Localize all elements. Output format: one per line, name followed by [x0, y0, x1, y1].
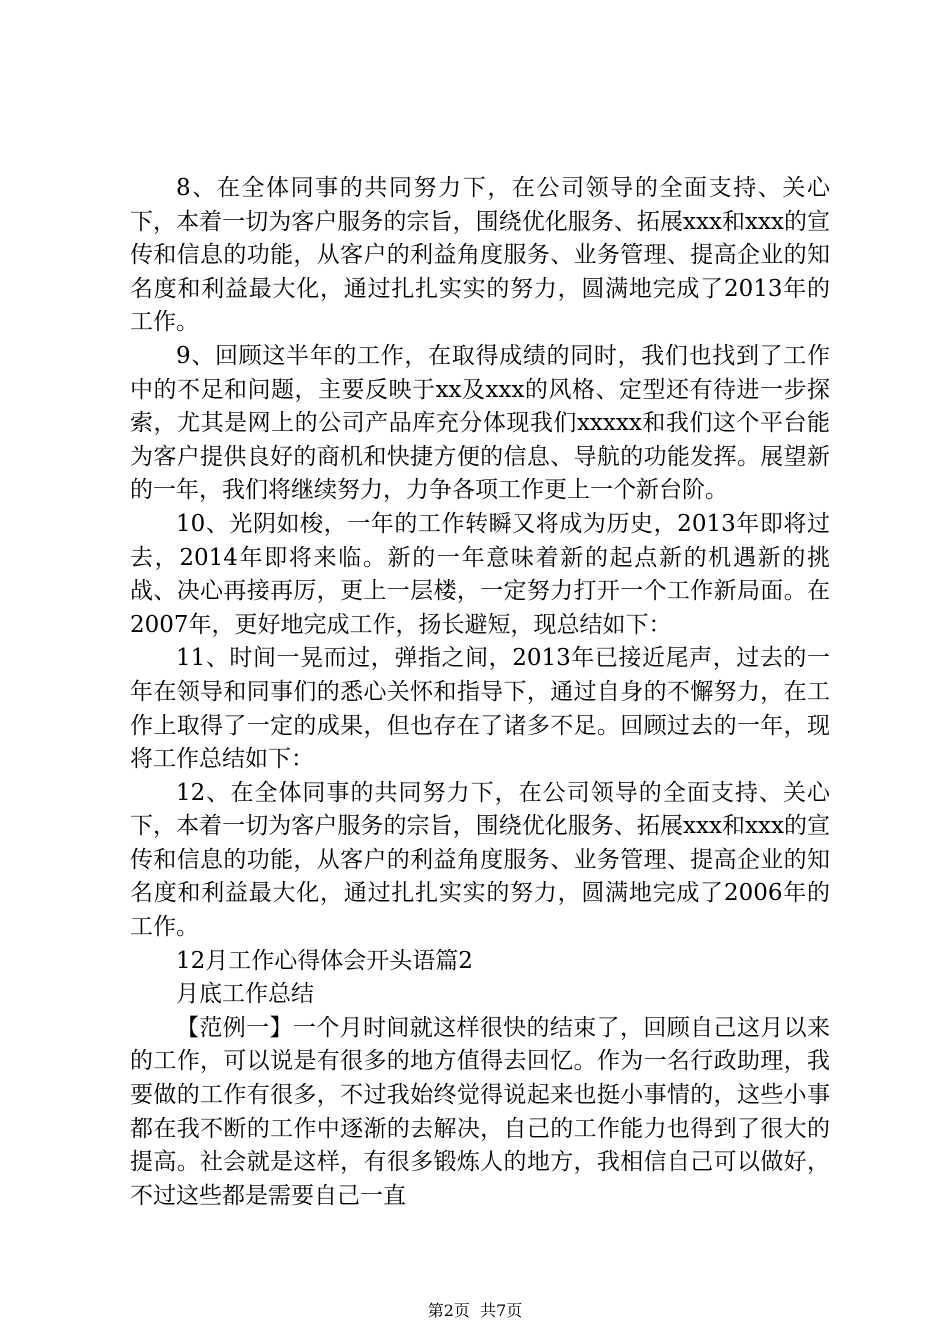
footer-gap — [470, 1301, 480, 1320]
paragraph-11: 11、时间一晃而过，弹指之间，2013年已接近尾声，过去的一年在领导和同事们的悉心关怀和指导下，通过自身的不懈努力，在工作上取得了一定的成果，但也存在了诸多不足。回顾过去的一年，现将工作总结如下： — [130, 645, 830, 773]
page-total: 共7页 — [480, 1301, 523, 1320]
paragraph-8: 8、在全体同事的共同努力下，在公司领导的全面支持、关心下，本着一切为客户服务的宗旨，围绕优化服务、拓展xxx和xxx的宣传和信息的功能，从客户的利益角度服务、业务管理、提高企业的知名度和利益最大化，通过扎扎实实的努力，圆满地完成了2013年的工作。 — [130, 175, 830, 336]
paragraph-9: 9、回顾这半年的工作，在取得成绩的同时，我们也找到了工作中的不足和问题，主要反映于xx及xxx的风格、定型还有待进一步探索，尤其是网上的公司产品库充分体现我们xxxxx和我们这个平台能为客户提供良好的商机和快捷方便的信息、导航的功能发挥。展望新的一年，我们将继续努力，力争各项工作更上一个新台阶。 — [130, 342, 830, 504]
paragraph-12: 12、在全体同事的共同努力下，在公司领导的全面支持、关心下，本着一切为客户服务的宗旨，围绕优化服务、拓展xxx和xxx的宣传和信息的功能，从客户的利益角度服务、业务管理、提高企业的知名度和利益最大化，通过扎扎实实的努力，圆满地完成了2006年的工作。 — [130, 779, 830, 941]
paragraph-10: 10、光阴如梭，一年的工作转瞬又将成为历史，2013年即将过去，2014年即将来临。新的一年意味着新的起点新的机遇新的挑战、决心再接再厉，更上一层楼，一定努力打开一个工作新局面。在2007年，更好地完成工作，扬长避短，现总结如下： — [130, 510, 830, 638]
section-title: 12月工作心得体会开头语篇2 — [176, 947, 473, 974]
page-number: 第2页 — [427, 1301, 470, 1320]
section-subtitle: 月底工作总结 — [176, 981, 314, 1008]
page-footer — [0, 1301, 950, 1321]
document-body — [130, 172, 830, 1213]
example-paragraph: 【范例一】一个月时间就这样很快的结束了，回顾自己这月以来的工作，可以说是有很多的地方值得去回忆。作为一名行政助理，我要做的工作有很多，不过我始终觉得说起来也挺小事情的，这些小事都在我不断的工作中逐渐的去解决，自己的工作能力也得到了很大的提高。社会就是这样，有很多锻炼人的地方，我相信自己可以做好，不过这些都是需要自己一直 — [130, 1014, 830, 1209]
